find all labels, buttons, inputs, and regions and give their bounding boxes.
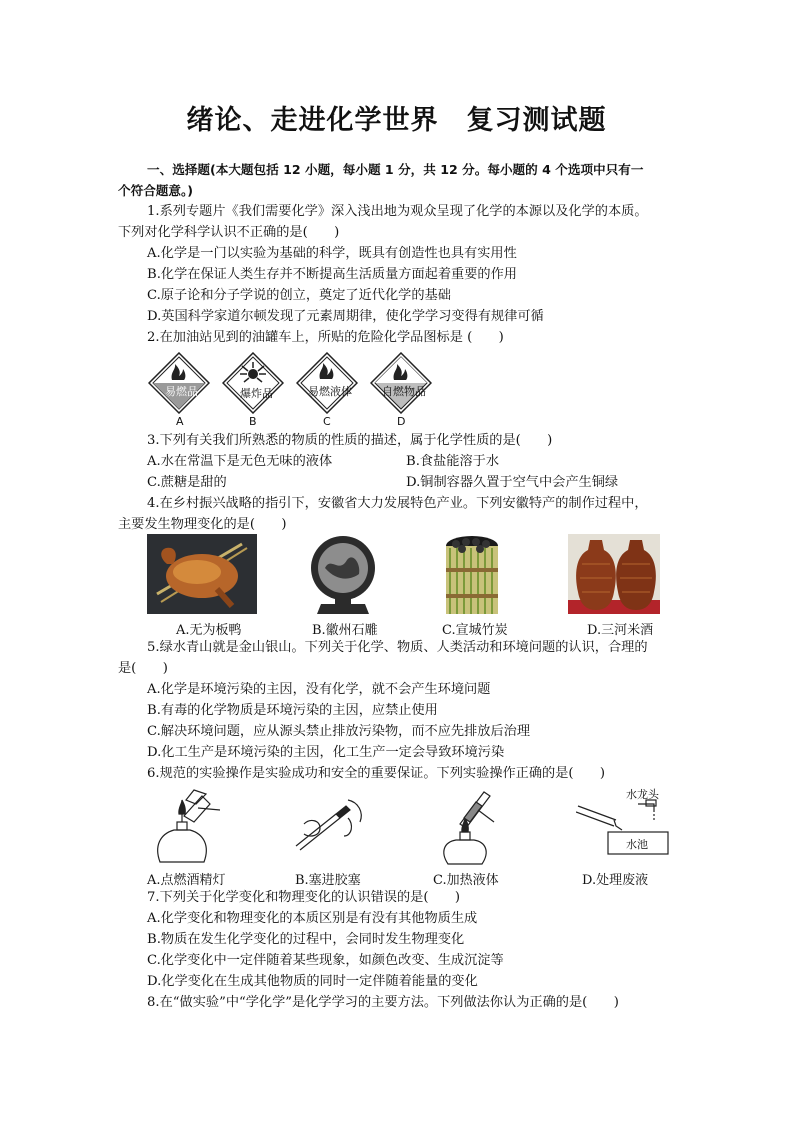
rice-wine-image [568,534,660,614]
q4-stem-line2: 主要发生物理变化的是( ) [118,517,287,532]
q4-option-c: C.宣城竹炭 [442,623,508,638]
hazard-sign-explosive [222,352,284,414]
hazard-sign-label: 自燃物品 [382,385,426,398]
hazard-letter: B [249,415,257,428]
hazard-letter: A [176,415,184,428]
hazard-sign-label: 爆炸品 [240,387,273,400]
q7-stem: 7.下列关于化学变化和物理变化的认识错误的是( ) [147,890,460,905]
q7-option-d: D.化学变化在生成其他物质的同时一定伴随着能量的变化 [147,974,478,989]
waste-disposal-drawing [576,786,672,858]
q6-option-b: B.塞进胶塞 [295,873,361,888]
q7-option-b: B.物质在发生化学变化的过程中，会同时发生物理变化 [147,932,465,947]
hazard-sign-label: 易燃液体 [308,385,352,398]
q1-stem-line2: 下列对化学科学认识不正确的是( ) [118,225,340,240]
hazard-sign-spontaneous [370,352,432,414]
q6-option-d: D.处理废液 [582,873,649,888]
q3-option-c: C.蔗糖是甜的 [147,475,227,490]
explosive-icon [222,352,284,414]
q1-option-c: C.原子论和分子学说的创立，奠定了近代化学的基础 [147,288,451,303]
q5-option-b: B.有毒的化学物质是环境污染的主因，应禁止使用 [147,703,438,718]
q4-option-b: B.徽州石雕 [312,623,378,638]
q8-stem: 8.在“做实验”中“学化学”是化学学习的主要方法。下列做法你认为正确的是( ) [147,995,619,1010]
stone-carving-image [303,534,383,616]
q5-option-d: D.化工生产是环境污染的主因，化工生产一定会导致环境污染 [147,745,505,760]
q3-stem: 3.下列有关我们所熟悉的物质的性质的描述，属于化学性质的是( ) [147,433,553,448]
q5-stem-line1: 5.绿水青山就是金山银山。下列关于化学、物质、人类活动和环境问题的认识，合理的 [147,640,648,655]
stopper-drawing [290,796,368,852]
section-heading-line2: 个符合题意。) [118,183,194,198]
q3-option-d: D.铜制容器久置于空气中会产生铜绿 [406,475,619,490]
q1-option-d: D.英国科学家道尔顿发现了元素周期律，使化学学习变得有规律可循 [147,309,544,324]
sink-label: 水池 [626,838,648,851]
q6-stem: 6.规范的实验操作是实验成功和安全的重要保证。下列实验操作正确的是( ) [147,766,606,781]
bamboo-charcoal-image [442,534,502,618]
faucet-label: 水龙头 [626,788,659,801]
q1-stem-line1: 1.系列专题片《我们需要化学》深入浅出地为观众呈现了化学的本源以及化学的本质。 [147,204,648,219]
q5-stem-line2: 是( ) [118,661,168,676]
section-heading-line1: 一、选择题(本大题包括 12 小题，每小题 1 分，共 12 分。每小题的 4 个选项中只有一 [147,162,644,177]
hazard-sign-label: 易燃品 [165,385,198,398]
q3-option-b: B.食盐能溶于水 [406,454,500,469]
hazard-sign-flammable-liquid [296,352,358,414]
hazard-sign-flammable [148,352,210,414]
q6-option-c: C.加热液体 [433,873,499,888]
hazard-letter: D [397,415,406,428]
q7-option-a: A.化学变化和物理变化的本质区别是有没有其他物质生成 [147,911,478,926]
q1-option-b: B.化学在保证人类生存并不断提高生活质量方面起着重要的作用 [147,267,517,282]
page-title: 绪论、走进化学世界 复习测试题 [186,105,607,136]
q5-option-c: C.解决环境问题，应从源头禁止排放污染物，而不应先排放后治理 [147,724,531,739]
q3-option-a: A.水在常温下是无色无味的液体 [147,454,333,469]
q5-option-a: A.化学是环境污染的主因，没有化学，就不会产生环境问题 [147,682,491,697]
q6-option-a: A.点燃酒精灯 [147,873,226,888]
hazard-letter: C [323,415,331,428]
q1-option-a: A.化学是一门以实验为基础的科学，既具有创造性也具有实用性 [147,246,517,261]
q4-option-d: D.三河米酒 [587,623,654,638]
q4-stem-line1: 4.在乡村振兴战略的指引下，安徽省大力发展特色产业。下列安徽特产的制作过程中， [147,496,648,511]
q7-option-c: C.化学变化中一定伴随着某些现象，如颜色改变、生成沉淀等 [147,953,504,968]
q4-option-a: A.无为板鸭 [176,623,242,638]
alcohol-lamp-drawing [150,786,222,864]
q2-stem: 2.在加油站见到的油罐车上，所贴的危险化学品图标是 ( ) [147,330,504,345]
heating-liquid-drawing [434,786,496,866]
duck-image [147,534,257,614]
